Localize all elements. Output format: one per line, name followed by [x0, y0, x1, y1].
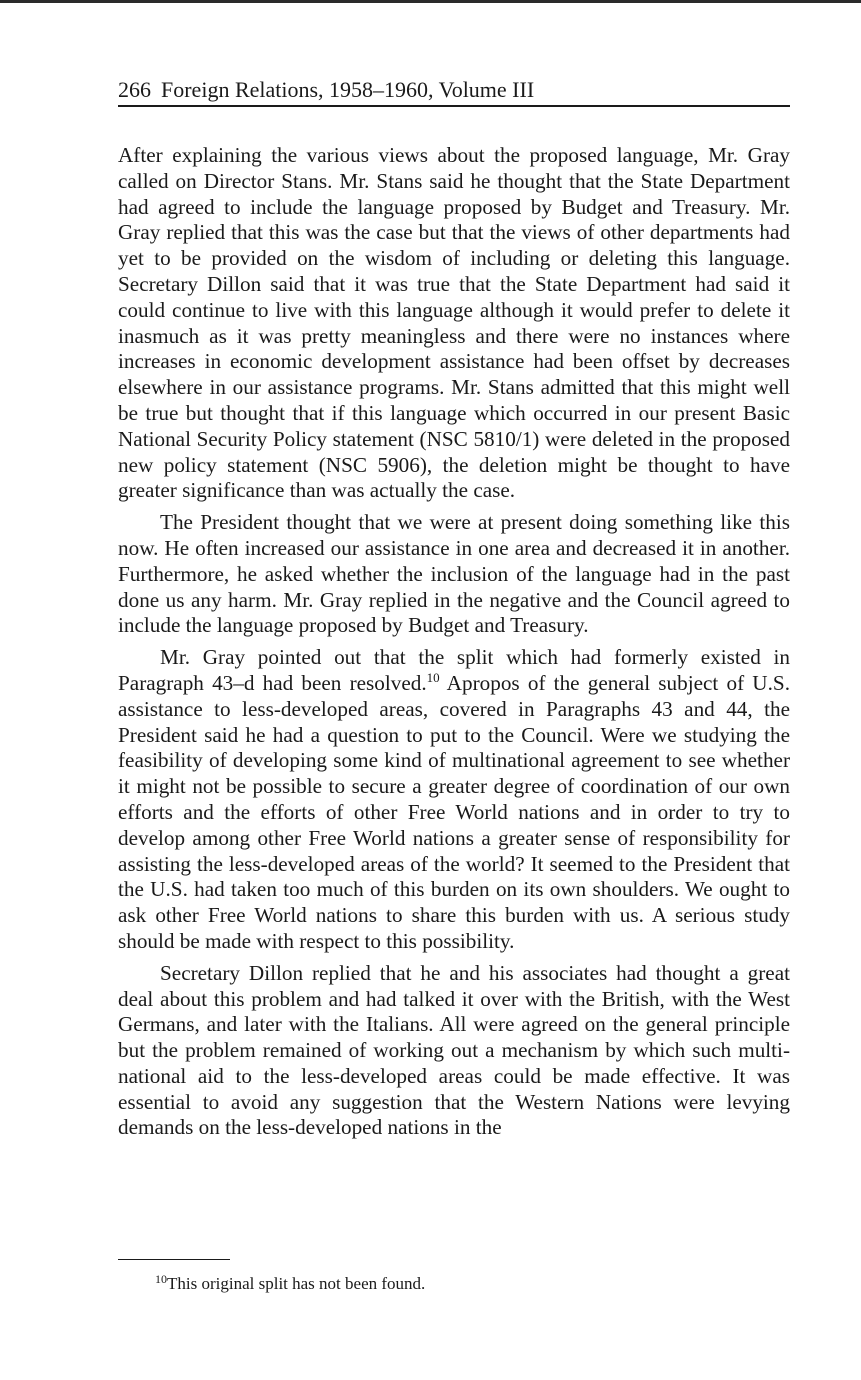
footnote-text: This original split has not been found.: [167, 1274, 426, 1293]
page-top-edge: [0, 0, 861, 3]
paragraph-text-before-note: Mr. Gray pointed out that the split which had formerly existed in Paragraph 43–d had been resolved.: [118, 645, 790, 695]
footnote-number: 10: [155, 1272, 167, 1286]
paragraph-president: The President thought that we were at present doing something like this now. He often increased our assistance in one area and decreased it in another. Furthermore, he asked whether the inclusion of the language had in the past done us any harm. Mr. Gray replied in the negative and the Council agreed to include the language proposed by Budget and Treasury.: [118, 510, 790, 638]
page-number: 266: [118, 77, 151, 102]
paragraph-gray-stans: After explaining the various views about the proposed language, Mr. Gray called on Director Stans. Mr. Stans said he thought that the State Department had agreed to include the language proposed by Budget and Treasury. Mr. Gray replied that this was the case but that the views of other departments had yet to be provided on the wisdom of including or deleting this language. Secretary Dillon said that it was true that the State Department had said it could continue to live with this language although it would prefer to delete it inasmuch as it was pretty meaningless and there were no instances where increases in economic development assistance had been offset by decreases elsewhere in our assistance programs. Mr. Stans admitted that this might well be true but thought that if this language which occurred in our present Basic National Security Policy statement (NSC 5810/1) were deleted in the proposed new policy statement (NSC 5906), the deletion might be thought to have greater significance than was actually the case.: [118, 143, 790, 503]
footnote-reference: 10: [426, 669, 440, 685]
footnote: [155, 1272, 425, 1296]
body-text: [118, 143, 790, 1147]
paragraph-dillon: Secretary Dillon replied that he and his associates had thought a great deal about this problem and had talked it over with the British, with the West Germans, and later with the Italians. All were agreed on the general principle but the problem remained of working out a mechanism by which such multi-national aid to the less-developed areas could be made effective. It was essential to avoid any suggestion that the Western Nations were levying demands on the less-developed nations in the: [118, 960, 790, 1140]
header-rule: [118, 105, 790, 107]
running-head: [118, 76, 790, 106]
footnote-rule: [118, 1259, 230, 1260]
paragraph-multinational: [118, 645, 790, 955]
paragraph-text-after-note: Apropos of the general subject of U.S. assistance to less-developed areas, covered in Paragraphs 43 and 44, the President said he had a question to put to the Council. Were we studying the feasibility of developing some kind of multinational agreement to see whether it might not be possible to secure a greater degree of coordination of our own efforts and the efforts of other Free World nations and in order to try to develop among other Free World nations a greater sense of responsibility for assisting the less-developed areas of the world? It seemed to the President that the U.S. had taken too much of this burden on its own shoulders. We ought to ask other Free World nations to share this burden with us. A serious study should be made with respect to this possibility.: [118, 670, 790, 953]
volume-title: Foreign Relations, 1958–1960, Volume III: [161, 77, 535, 102]
